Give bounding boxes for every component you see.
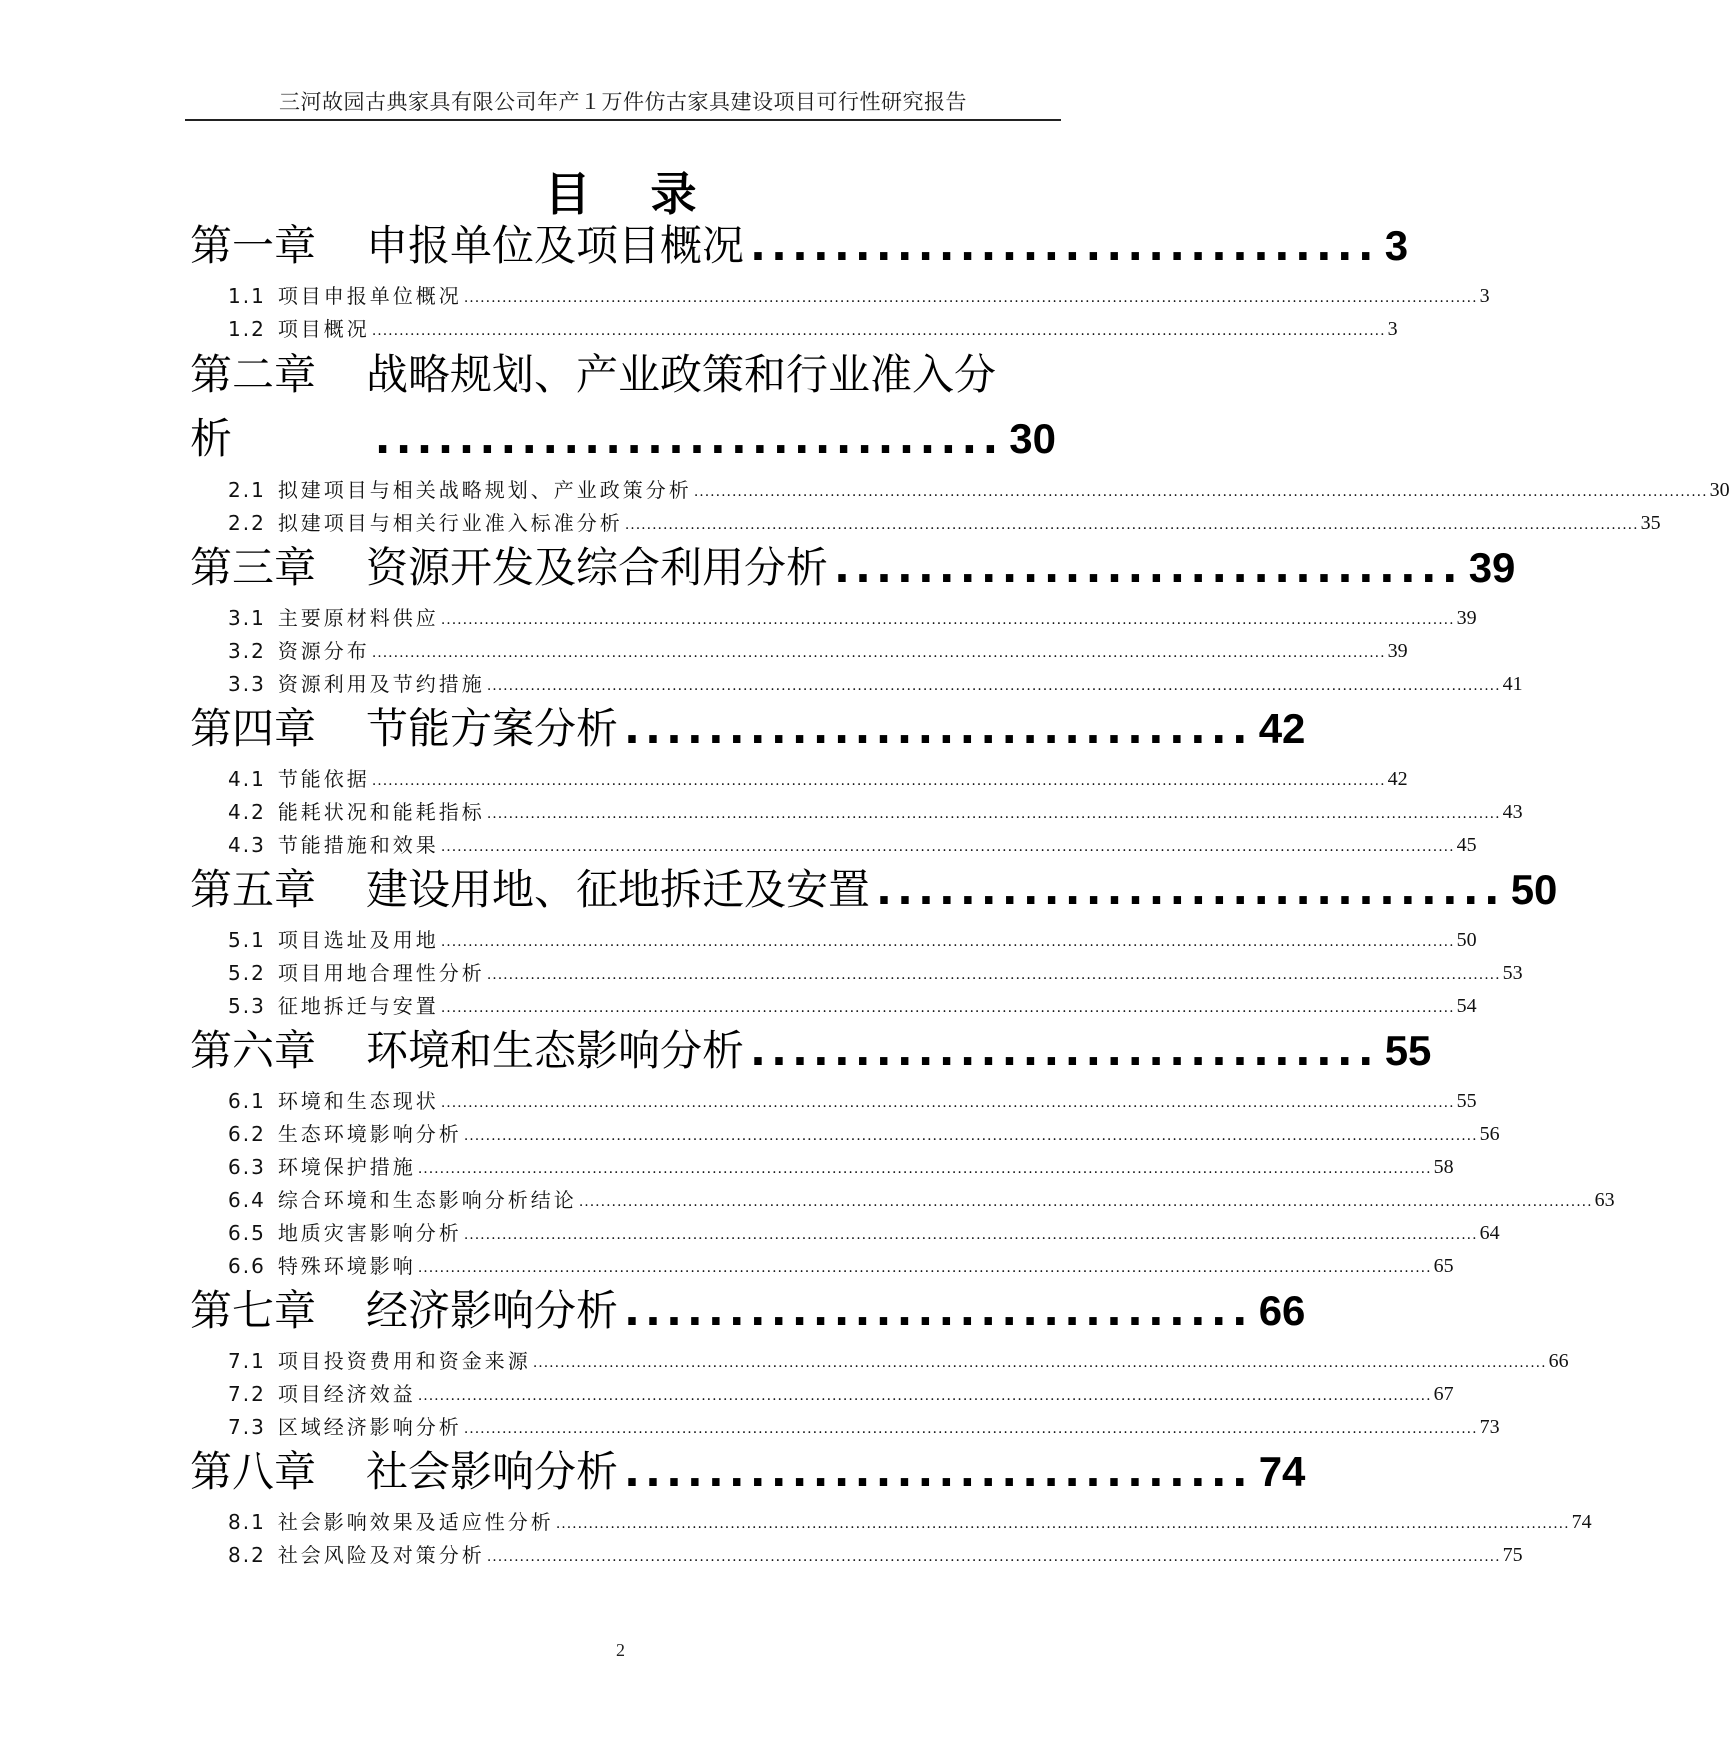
dot-leader: .............................. <box>876 865 1505 914</box>
chapter-title: 战略规划、产业政策和行业准入分 <box>366 350 997 399</box>
dot-leader: .......................................................................................................................................................................................... <box>463 1421 1478 1437</box>
toc-chapter-entry[interactable] <box>190 1020 1432 1082</box>
section-number: 4.2 <box>228 800 266 824</box>
section-number: 6.6 <box>228 1254 266 1278</box>
dot-leader: .......................................................................................................................................................................................... <box>440 934 1455 950</box>
section-number: 7.2 <box>228 1382 266 1406</box>
toc-section-entry[interactable] <box>190 1115 1500 1148</box>
toc-chapter-entry[interactable] <box>190 343 1056 471</box>
section-title: 社会风险及对策分析 <box>277 1543 485 1567</box>
section-number: 5.2 <box>228 961 266 985</box>
section-page-number: 66 <box>1548 1350 1569 1372</box>
chapter-page-number: 30 <box>1009 415 1056 462</box>
section-title: 拟建项目与相关行业准入标准分析 <box>277 511 623 535</box>
section-page-number: 75 <box>1502 1544 1523 1566</box>
toc-section-entry[interactable] <box>190 310 1398 343</box>
dot-leader: .......................................................................................................................................................................................... <box>532 1355 1547 1371</box>
section-title: 地质灾害影响分析 <box>277 1221 462 1245</box>
chapter-page-number: 39 <box>1468 544 1516 591</box>
section-page-number: 67 <box>1433 1383 1454 1405</box>
toc-chapter-entry[interactable] <box>190 1441 1306 1503</box>
dot-leader: .............................. <box>750 221 1379 270</box>
toc-section-entry[interactable] <box>190 760 1408 793</box>
chapter-title: 建设用地、征地拆迁及安置 <box>366 865 871 914</box>
section-page-number: 41 <box>1502 673 1523 695</box>
section-number: 3.1 <box>228 606 266 630</box>
section-number: 2.1 <box>228 478 266 502</box>
section-title: 资源利用及节约措施 <box>277 672 485 696</box>
dot-leader: .......................................................................................................................................................................................... <box>555 1516 1570 1532</box>
section-page-number: 39 <box>1387 640 1408 662</box>
dot-leader: .......................................................................................................................................................................................... <box>371 773 1386 789</box>
chapter-number: 第七章 <box>190 1286 317 1335</box>
dot-leader: .............................. <box>750 1026 1379 1075</box>
section-title: 节能依据 <box>277 767 370 791</box>
section-title: 征地拆迁与安置 <box>277 994 439 1018</box>
dot-leader: .......................................................................................................................................................................................... <box>417 1388 1432 1404</box>
dot-leader: .......................................................................................................................................................................................... <box>463 1128 1478 1144</box>
section-page-number: 63 <box>1594 1189 1615 1211</box>
toc-section-entry[interactable] <box>190 987 1477 1020</box>
section-title: 区域经济影响分析 <box>277 1415 462 1439</box>
section-page-number: 3 <box>1387 318 1398 340</box>
section-page-number: 65 <box>1433 1255 1454 1277</box>
section-title: 拟建项目与相关战略规划、产业政策分析 <box>277 478 692 502</box>
running-header: 三河故园古典家具有限公司年产１万件仿古家具建设项目可行性研究报告 <box>279 90 967 114</box>
dot-leader: .......................................................................................................................................................................................... <box>624 517 1639 533</box>
toc-section-entry[interactable] <box>190 793 1523 826</box>
chapter-number: 第二章 <box>190 350 317 399</box>
section-number: 6.1 <box>228 1089 266 1113</box>
section-title: 项目概况 <box>277 317 370 341</box>
toc-chapter-line <box>190 407 1056 471</box>
toc-section-entry[interactable] <box>190 504 1661 537</box>
toc-chapter-line <box>190 343 1056 407</box>
section-page-number: 50 <box>1456 929 1477 951</box>
chapter-title: 申报单位及项目概况 <box>366 221 745 270</box>
dot-leader: .......................................................................................................................................................................................... <box>486 1549 1501 1565</box>
toc-chapter-entry[interactable] <box>190 537 1516 599</box>
toc-section-entry[interactable] <box>190 1375 1454 1408</box>
dot-leader: .............................. <box>624 1447 1253 1496</box>
section-title: 主要原材料供应 <box>277 606 439 630</box>
chapter-number: 第八章 <box>190 1447 317 1496</box>
toc-chapter-entry[interactable] <box>190 1280 1306 1342</box>
section-page-number: 35 <box>1640 512 1661 534</box>
dot-leader: .......................................................................................................................................................................................... <box>371 323 1386 339</box>
chapter-title: 资源开发及综合利用分析 <box>366 543 829 592</box>
section-number: 6.4 <box>228 1188 266 1212</box>
section-page-number: 3 <box>1479 285 1490 307</box>
chapter-title-continuation: 析 <box>190 414 233 463</box>
dot-leader: .......................................................................................................................................................................................... <box>440 839 1455 855</box>
toc-section-entry[interactable] <box>190 599 1477 632</box>
section-page-number: 39 <box>1456 607 1477 629</box>
toc-section-entry[interactable] <box>190 1247 1454 1280</box>
section-number: 4.1 <box>228 767 266 791</box>
toc-section-entry[interactable] <box>190 471 1730 504</box>
section-title: 社会影响效果及适应性分析 <box>277 1510 554 1534</box>
section-title: 项目选址及用地 <box>277 928 439 952</box>
section-number: 8.1 <box>228 1510 266 1534</box>
section-number: 6.3 <box>228 1155 266 1179</box>
chapter-number: 第五章 <box>190 865 317 914</box>
section-title: 生态环境影响分析 <box>277 1122 462 1146</box>
section-title: 资源分布 <box>277 639 370 663</box>
dot-leader: .......................................................................................................................................................................................... <box>440 1095 1455 1111</box>
dot-leader: .............................. <box>624 704 1253 753</box>
dot-leader: .......................................................................................................................................................................................... <box>440 1000 1455 1016</box>
dot-leader: .......................................................................................................................................................................................... <box>371 645 1386 661</box>
section-title: 项目申报单位概况 <box>277 284 462 308</box>
chapter-title: 环境和生态影响分析 <box>366 1026 745 1075</box>
chapter-page-number: 74 <box>1258 1448 1306 1495</box>
chapter-title: 社会影响分析 <box>366 1447 619 1496</box>
toc-title: 目录 <box>544 167 757 221</box>
section-page-number: 45 <box>1456 834 1477 856</box>
dot-leader: .......................................................................................................................................................................................... <box>486 806 1501 822</box>
chapter-page-number: 42 <box>1258 705 1306 752</box>
section-title: 特殊环境影响 <box>277 1254 416 1278</box>
toc-section-entry[interactable] <box>190 665 1523 698</box>
section-title: 能耗状况和能耗指标 <box>277 800 485 824</box>
header-rule <box>185 119 1061 121</box>
dot-leader: .......................................................................................................................................................................................... <box>463 1227 1478 1243</box>
toc-section-entry[interactable] <box>190 632 1408 665</box>
toc-chapter-entry[interactable] <box>190 215 1409 277</box>
toc-section-entry[interactable] <box>190 1082 1477 1115</box>
dot-leader: .......................................................................................................................................................................................... <box>417 1260 1432 1276</box>
section-page-number: 54 <box>1456 995 1477 1017</box>
section-number: 7.1 <box>228 1349 266 1373</box>
section-title: 项目投资费用和资金来源 <box>277 1349 531 1373</box>
section-page-number: 42 <box>1387 768 1408 790</box>
toc-section-entry[interactable] <box>190 1408 1500 1441</box>
section-number: 4.3 <box>228 833 266 857</box>
section-title: 节能措施和效果 <box>277 833 439 857</box>
chapter-title: 经济影响分析 <box>366 1286 619 1335</box>
dot-leader: .......................................................................................................................................................................................... <box>463 290 1478 306</box>
section-number: 6.2 <box>228 1122 266 1146</box>
toc-section-entry[interactable] <box>190 277 1490 310</box>
dot-leader: .............................. <box>624 1286 1253 1335</box>
table-of-contents <box>190 215 1730 1569</box>
section-title: 综合环境和生态影响分析结论 <box>277 1188 577 1212</box>
dot-leader: .......................................................................................................................................................................................... <box>486 678 1501 694</box>
section-page-number: 53 <box>1502 962 1523 984</box>
section-page-number: 56 <box>1479 1123 1500 1145</box>
toc-section-entry[interactable] <box>190 1536 1523 1569</box>
toc-section-entry[interactable] <box>190 921 1477 954</box>
section-page-number: 58 <box>1433 1156 1454 1178</box>
section-page-number: 74 <box>1571 1511 1592 1533</box>
section-number: 5.3 <box>228 994 266 1018</box>
toc-chapter-entry[interactable] <box>190 859 1558 921</box>
dot-leader: .......................................................................................................................................................................................... <box>578 1194 1593 1210</box>
section-number: 1.1 <box>228 284 266 308</box>
section-number: 2.2 <box>228 511 266 535</box>
toc-section-entry[interactable] <box>190 1148 1454 1181</box>
section-number: 1.2 <box>228 317 266 341</box>
page-number: 2 <box>616 1640 625 1660</box>
chapter-number: 第六章 <box>190 1026 317 1075</box>
dot-leader: .............................. <box>834 543 1463 592</box>
dot-leader: .......................................................................................................................................................................................... <box>417 1161 1432 1177</box>
chapter-page-number: 55 <box>1384 1027 1432 1074</box>
chapter-page-number: 66 <box>1258 1287 1306 1334</box>
chapter-page-number: 50 <box>1510 866 1558 913</box>
toc-section-entry[interactable] <box>190 1342 1569 1375</box>
section-page-number: 55 <box>1456 1090 1477 1112</box>
section-title: 项目经济效益 <box>277 1382 416 1406</box>
toc-section-entry[interactable] <box>190 1503 1592 1536</box>
dot-leader: .......................................................................................................................................................................................... <box>693 484 1708 500</box>
section-page-number: 73 <box>1479 1416 1500 1438</box>
dot-leader: .............................. <box>374 414 1004 463</box>
chapter-number: 第四章 <box>190 704 317 753</box>
section-number: 3.3 <box>228 672 266 696</box>
section-title: 项目用地合理性分析 <box>277 961 485 985</box>
chapter-title: 节能方案分析 <box>366 704 619 753</box>
toc-section-entry[interactable] <box>190 1181 1615 1214</box>
chapter-number: 第三章 <box>190 543 317 592</box>
section-number: 8.2 <box>228 1543 266 1567</box>
dot-leader: .......................................................................................................................................................................................... <box>486 967 1501 983</box>
section-page-number: 43 <box>1502 801 1523 823</box>
section-number: 3.2 <box>228 639 266 663</box>
section-number: 5.1 <box>228 928 266 952</box>
section-title: 环境保护措施 <box>277 1155 416 1179</box>
toc-section-entry[interactable] <box>190 826 1477 859</box>
section-number: 7.3 <box>228 1415 266 1439</box>
chapter-page-number: 3 <box>1384 222 1409 269</box>
toc-section-entry[interactable] <box>190 1214 1500 1247</box>
section-number: 6.5 <box>228 1221 266 1245</box>
chapter-number: 第一章 <box>190 221 317 270</box>
dot-leader: .......................................................................................................................................................................................... <box>440 612 1455 628</box>
toc-section-entry[interactable] <box>190 954 1523 987</box>
section-page-number: 30 <box>1709 479 1730 501</box>
toc-chapter-entry[interactable] <box>190 698 1306 760</box>
section-page-number: 64 <box>1479 1222 1500 1244</box>
section-title: 环境和生态现状 <box>277 1089 439 1113</box>
